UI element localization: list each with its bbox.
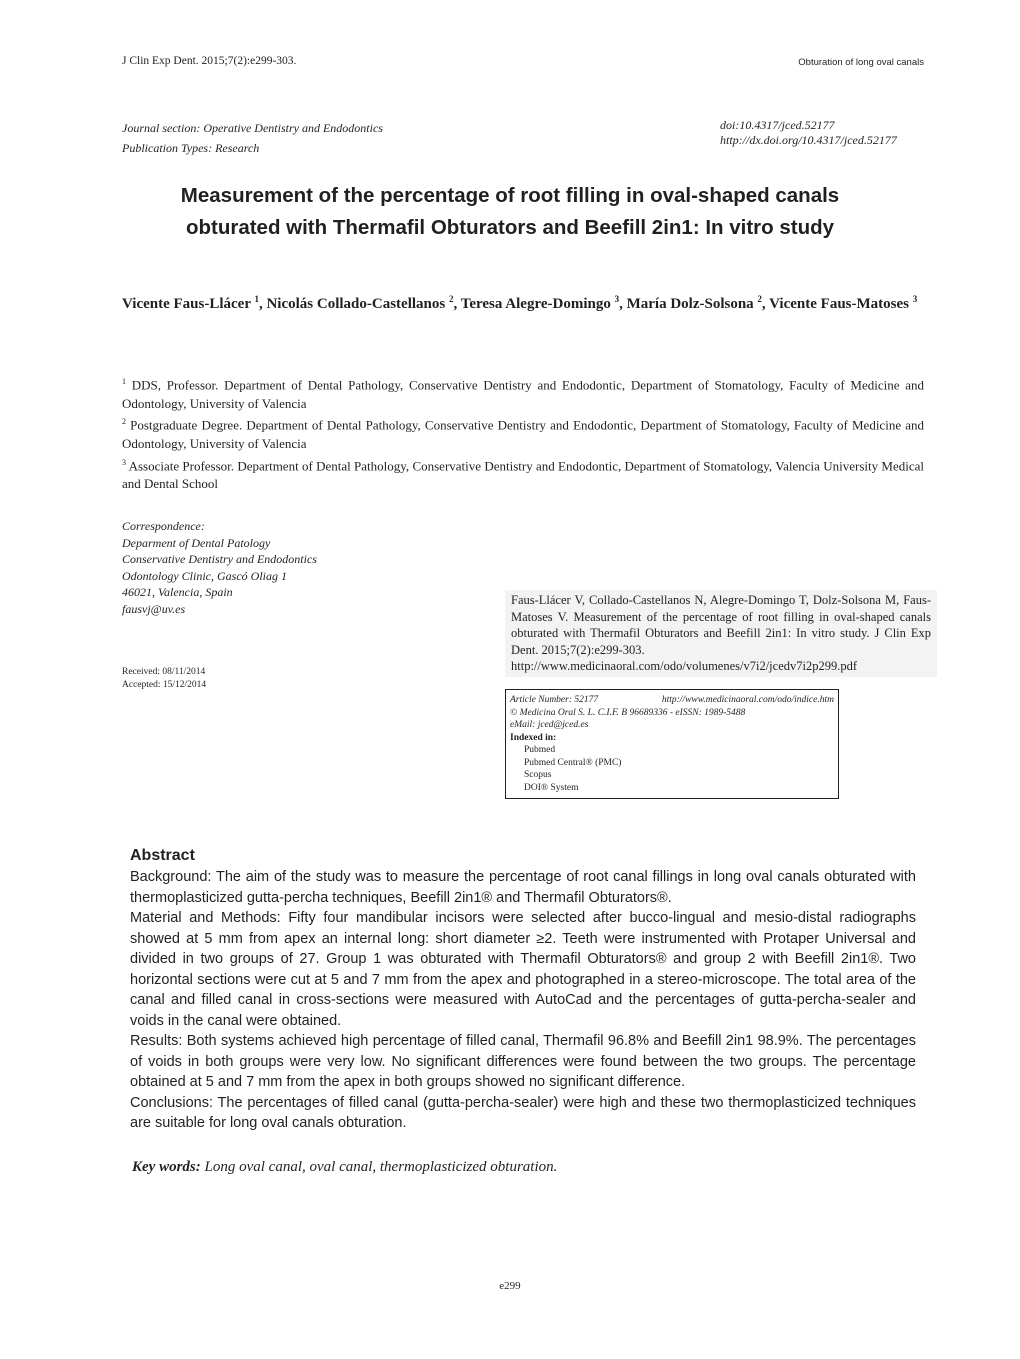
author-affiliation-mark: 2 [448,294,454,304]
correspondence-line: Conservative Dentistry and Endodontics [122,552,317,566]
correspondence-line: Deparment of Dental Patology [122,535,271,550]
keywords-label: Key words: [132,1159,201,1175]
affiliation-text: Associate Professor. Department of Dental Pathology, Conservative Dentistry and Endodontic, Department of Stomatology, Valencia University Medical and Dental School [122,457,924,492]
abstract-background: Background: The aim of the study was to measure the percentage of root canal fillings in long oval canals obturated with thermoplasticized gutta-percha techniques, Beefill 2in1® and Thermafil Obturators®. [130,869,916,906]
correspondence-label: Correspondence: [122,519,205,533]
abstract-heading: Abstract [130,847,195,864]
accepted-date: Accepted: 15/12/2014 [122,680,207,690]
author-name: Teresa Alegre-Domingo [460,296,611,312]
affiliation-item [122,413,924,453]
author-list: Vicente Faus-Llácer $^1$, Nicolás Collado-Castellanos $^2$, Teresa Alegre-Domingo $^3$, María Dolz-Solsona $^2$, Vicente Faus-Matoses $^3$ [122,294,918,312]
author-name: Vicente Faus-Llácer [122,296,251,312]
abstract [130,845,916,1134]
author-name: María Dolz-Solsona [626,296,754,312]
article-dates [122,666,206,692]
abstract-conclusions: Conclusions: The percentages of filled canal (gutta-percha-sealer) were high and these two thermoplasticized techniques are suitable for long oval canals obturation. [130,1094,916,1131]
journal-email: eMail: jced@jced.es [510,720,589,730]
doi-block [720,118,897,148]
citation-text: Faus-Llácer V, Collado-Castellanos N, Alegre-Domingo T, Dolz-Solsona M, Faus-Matoses V. Measurement of the percentage of root filling in oval-shaped canals obturated with Thermafil Obturators and Beefill 2in1: In vitro study. J Clin Exp Dent. 2015;7(2):e299-303. [511,593,931,657]
copyright: © Medicina Oral S. L. C.I.F. B 96689336 - eISSN: 1989-5488 [510,707,746,718]
author-affiliation-mark: 3 [614,294,620,304]
article-title [100,180,920,244]
keywords [132,1159,557,1176]
doi-link[interactable]: http://dx.doi.org/10.4317/jced.52177 [720,133,897,147]
correspondence-line: Odontology Clinic, Gascó Oliag 1 [122,568,287,583]
affiliation-number: 3 [122,457,126,467]
doi: doi:10.4317/jced.52177 [720,118,835,132]
title-line-2: obturated with Thermafil Obturators and Beefill 2in1: In vitro study [185,216,835,239]
citation-box [505,590,937,677]
correspondence-line: 46021, Valencia, Spain [122,585,233,599]
affiliations [122,373,924,494]
author-name: Vicente Faus-Matoses [769,296,909,312]
citation-url[interactable]: http://www.medicinaoral.com/odo/volumenes/v7i2/jcedv7i2p299.pdf [511,659,858,673]
author-name: Nicolás Collado-Castellanos [266,296,446,312]
received-date: Received: 08/11/2014 [122,667,206,677]
affiliation-item [122,454,924,494]
affiliation-text: DDS, Professor. Department of Dental Pathology, Conservative Dentistry and Endodontic, Department of Stomatology, Faculty of Medicine and Odontology, University of Valencia [122,377,924,411]
indexed-item: Pubmed Central® (PMC) [524,757,622,768]
affiliation-number: 2 [122,417,126,427]
correspondence-email[interactable]: fausvj@uv.es [122,601,186,616]
affiliation-number: 1 [122,377,126,386]
abstract-results: Results: Both systems achieved high percentage of filled canal, Thermafil 96.8% and Beefill 2in1 98.9%. The percentages of voids in both groups were very low. No significant differences were found between the two groups. The percentage obtained at 5 and 7 mm from the apex in both groups showed no significant difference. [130,1033,916,1090]
author-affiliation-mark: 1 [254,294,259,304]
article-number: Article Number: 52177 [510,695,599,705]
journal-meta [122,118,383,158]
publication-type: Publication Types: Research [122,141,260,155]
abstract-methods: Material and Methods: Fifty four mandibular incisors were selected after bucco-lingual and mesio-distal radiographs showed at 5 mm from apex an internal long: short diameter ≥2. Teeth were instrumented with Protaper Universal and divided in two groups of 27. Group 1 was obturated with Thermafil Obturators® and group 2 with Beefill 2in1®. Two horizontal sections were cut at 5 and 7 mm from the apex and photographed in a stereo-microscope. The total area of the canal and filled canal in cross-sections were measured with AutoCad and the percentages of gutta-percha-sealer and voids in the canal were obtained. [130,910,916,1029]
correspondence [122,518,317,617]
running-header-citation: J Clin Exp Dent. 2015;7(2):e299-303. [122,55,297,67]
indexed-item: Scopus [524,770,552,780]
title-line-1: Measurement of the percentage of root filling in oval-shaped canals [180,184,840,207]
affiliation-text: Postgraduate Degree. Department of Dental Pathology, Conservative Dentistry and Endodontic, Department of Stomatology, Faculty of Medicine and Odontology, University of Valencia [122,417,924,452]
running-header-title: Obturation of long oval canals [798,57,924,68]
article-index-url[interactable]: http://www.medicinaoral.com/odo/indice.htm [661,695,834,705]
affiliation-item [122,373,924,413]
article-info-box [505,689,839,799]
indexed-item: Pubmed [524,745,556,755]
author-affiliation-mark: 2 [757,294,762,304]
page-number: e299 [499,1280,521,1292]
keywords-text: Long oval canal, oval canal, thermoplasticized obturation. [200,1159,558,1175]
indexed-label: Indexed in: [510,732,557,743]
author-affiliation-mark: 3 [912,294,918,304]
article-number-row [510,694,834,707]
journal-section: Journal section: Operative Dentistry and Endodontics [122,121,383,135]
indexed-item: DOI® System [524,782,579,793]
